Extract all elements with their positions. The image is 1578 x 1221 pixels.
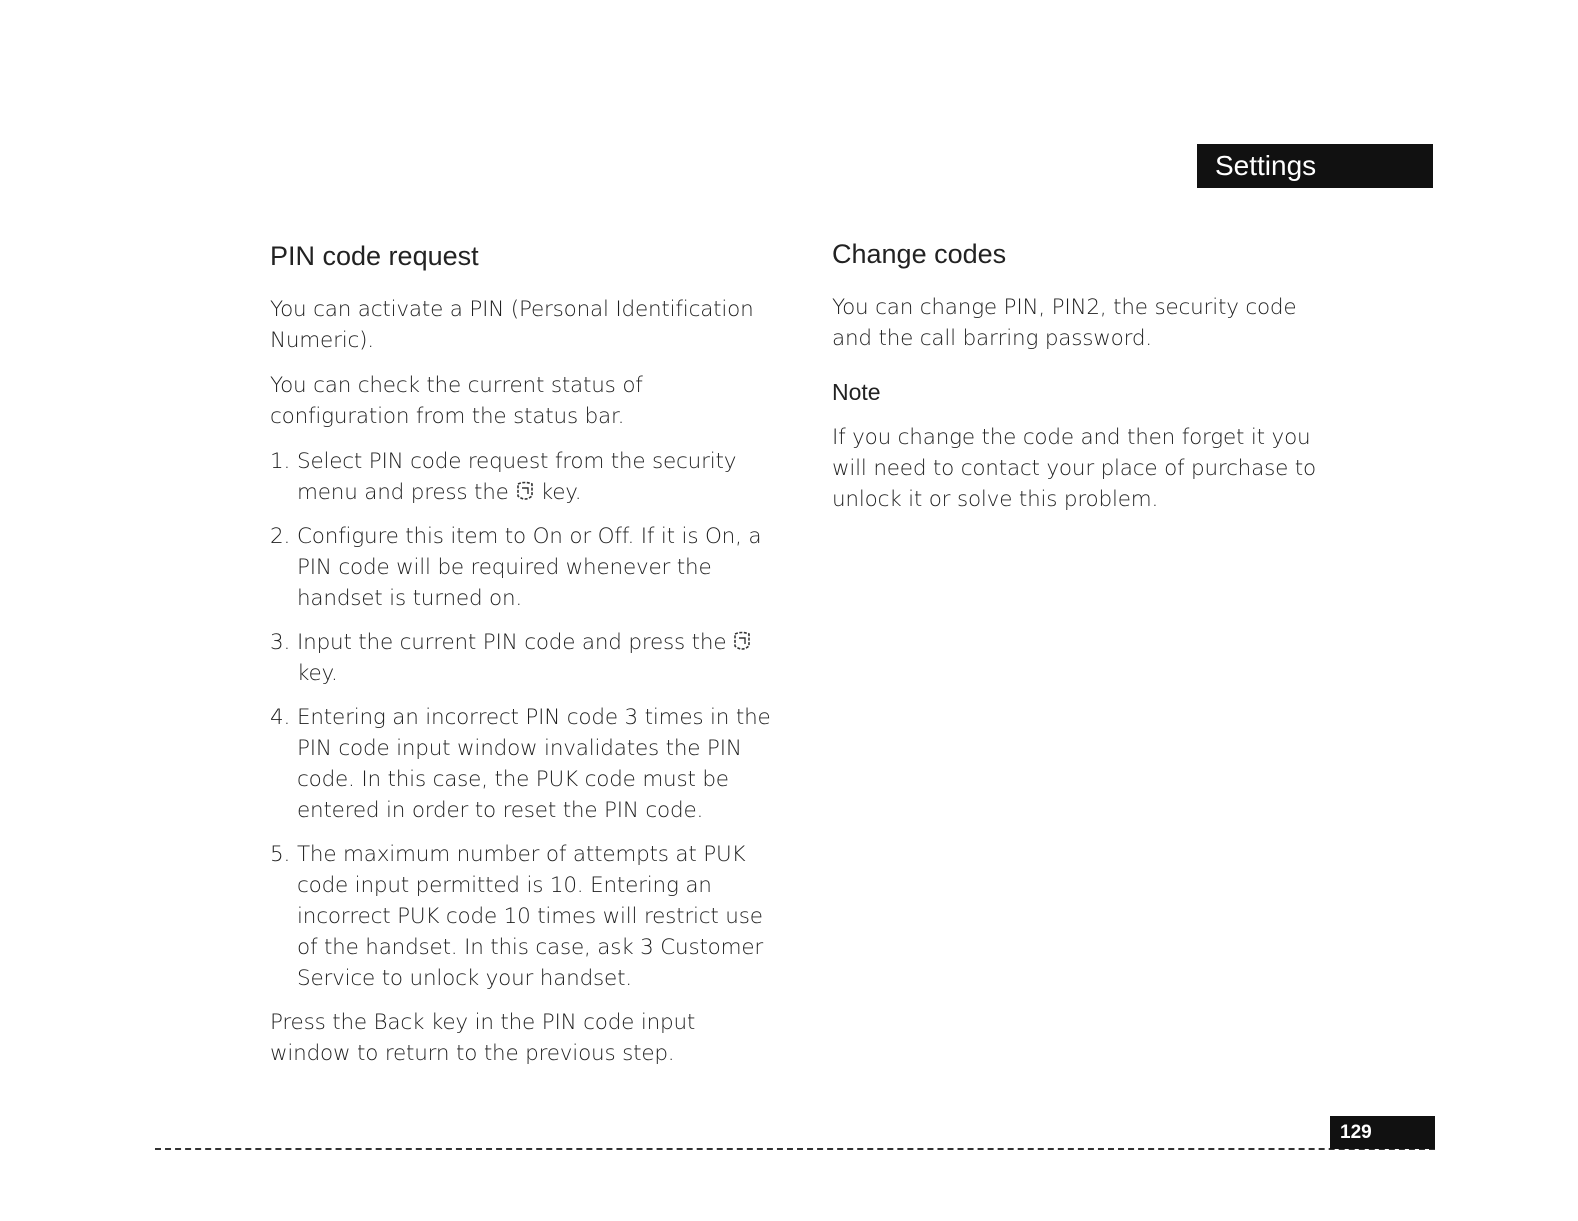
step-number: 1. [270,449,291,474]
step-number: 2. [270,524,291,549]
pin-code-request-section [270,238,780,1083]
section-label: Settings [1215,150,1317,181]
step-text: Configure this item to On or Off. If it is On, a PIN code will be required whenever the handset is turned on. [297,524,762,611]
note-paragraph: If you change the code and then forget it you will need to contact your place of purchase to unlock it or solve this problem. [832,425,1316,512]
step-text: key. [540,480,582,505]
change-codes-section [832,238,1332,529]
list-item [270,839,780,994]
step-number: 5. [270,842,291,867]
list-item [270,446,780,508]
ok-key-icon [732,630,752,654]
ok-key-icon [515,480,535,504]
body-paragraph: You can change PIN, PIN2, the security code and the call barring password. [832,295,1297,351]
step-text: key. [297,661,338,686]
page-number [1330,1116,1435,1149]
list-item [270,702,780,826]
page-number-text: 129 [1340,1122,1372,1143]
step-text: Entering an incorrect PIN code 3 times in the PIN code input window invalidates the PIN code. In this case, the PUK code must be entered in order to reset the PIN code. [297,705,771,823]
section-heading: Change codes [832,239,1007,269]
section-tab [1197,144,1433,188]
step-text: The maximum number of attempts at PUK code input permitted is 10. Entering an incorrect PUK code 10 times will restrict use of the handset. In this case, ask 3 Customer Service to unlock your handset. [297,842,764,991]
step-number: 3. [270,630,291,655]
intro-paragraph: You can activate a PIN (Personal Identification Numeric). [270,297,754,353]
footer-divider [155,1148,1435,1150]
step-number: 4. [270,705,291,730]
steps-list [270,446,780,994]
step-text: Select PIN code request from the security menu and press the [297,449,737,505]
list-item [270,521,780,614]
closing-paragraph: Press the Back key in the PIN code input window to return to the previous step. [270,1010,696,1066]
list-item [270,627,780,689]
section-heading: PIN code request [270,241,479,271]
step-text: Input the current PIN code and press the [297,630,727,655]
intro-paragraph: You can check the current status of configuration from the status bar. [270,373,643,429]
note-heading: Note [832,379,881,405]
